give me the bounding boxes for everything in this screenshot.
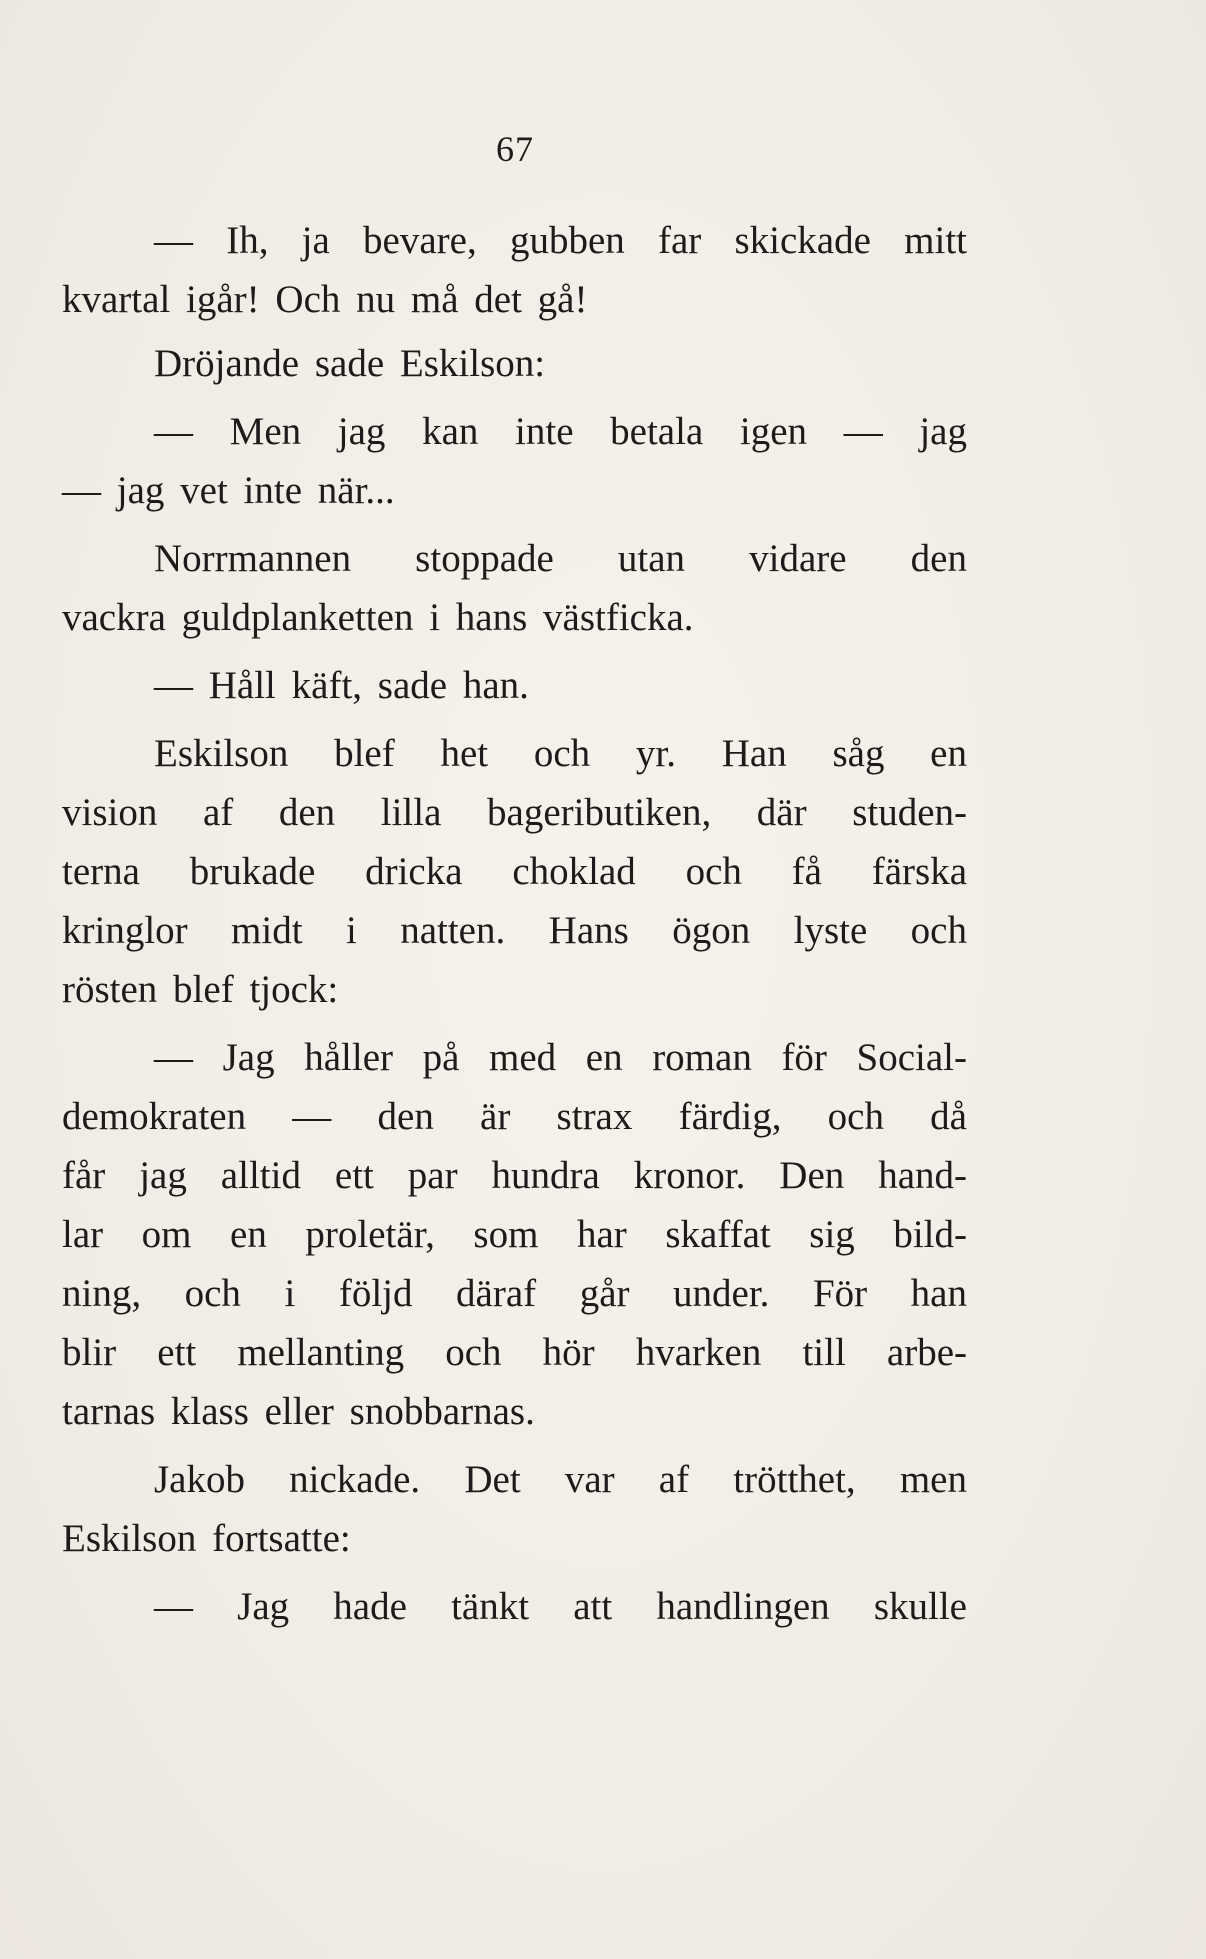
text-line: rösten blef tjock: — [62, 968, 339, 1011]
text-line: Eskilson blef het och yr. Han såg en — [154, 732, 967, 775]
text-line: lar om en proletär, som har skaffat sig bild- — [62, 1213, 967, 1256]
text-line: — Jag håller på med en roman för Social- — [154, 1036, 967, 1079]
text-line: får jag alltid ett par hundra kronor. Den hand- — [62, 1154, 967, 1197]
text-line: Jakob nickade. Det var af trötthet, men — [154, 1458, 967, 1501]
page-number: 67 — [496, 129, 534, 169]
text-line: — jag vet inte när... — [62, 469, 395, 512]
text-line: Norrmannen stoppade utan vidare den — [154, 537, 967, 580]
text-line: — Ih, ja bevare, gubben far skickade mitt — [154, 219, 967, 262]
text-line: ning, och i följd däraf går under. För han — [62, 1272, 967, 1315]
text-line: tarnas klass eller snobbarnas. — [62, 1390, 535, 1433]
text-line: vision af den lilla bageributiken, där studen- — [62, 791, 967, 834]
text-line: Dröjande sade Eskilson: — [154, 342, 546, 385]
text-line: vackra guldplanketten i hans västficka. — [62, 596, 694, 639]
text-line: — Men jag kan inte betala igen — jag — [154, 410, 967, 453]
text-line: blir ett mellanting och hör hvarken till arbe- — [62, 1331, 967, 1374]
text-line: demokraten — den är strax färdig, och då — [62, 1095, 967, 1138]
text-line: — Jag hade tänkt att handlingen skulle — [154, 1585, 967, 1628]
text-line: Eskilson fortsatte: — [62, 1517, 351, 1560]
text-line: kvartal igår! Och nu må det gå! — [62, 278, 588, 321]
text-line: — Håll käft, sade han. — [154, 664, 529, 707]
text-line: terna brukade dricka choklad och få färska — [62, 850, 967, 893]
text-line: kringlor midt i natten. Hans ögon lyste och — [62, 909, 967, 952]
